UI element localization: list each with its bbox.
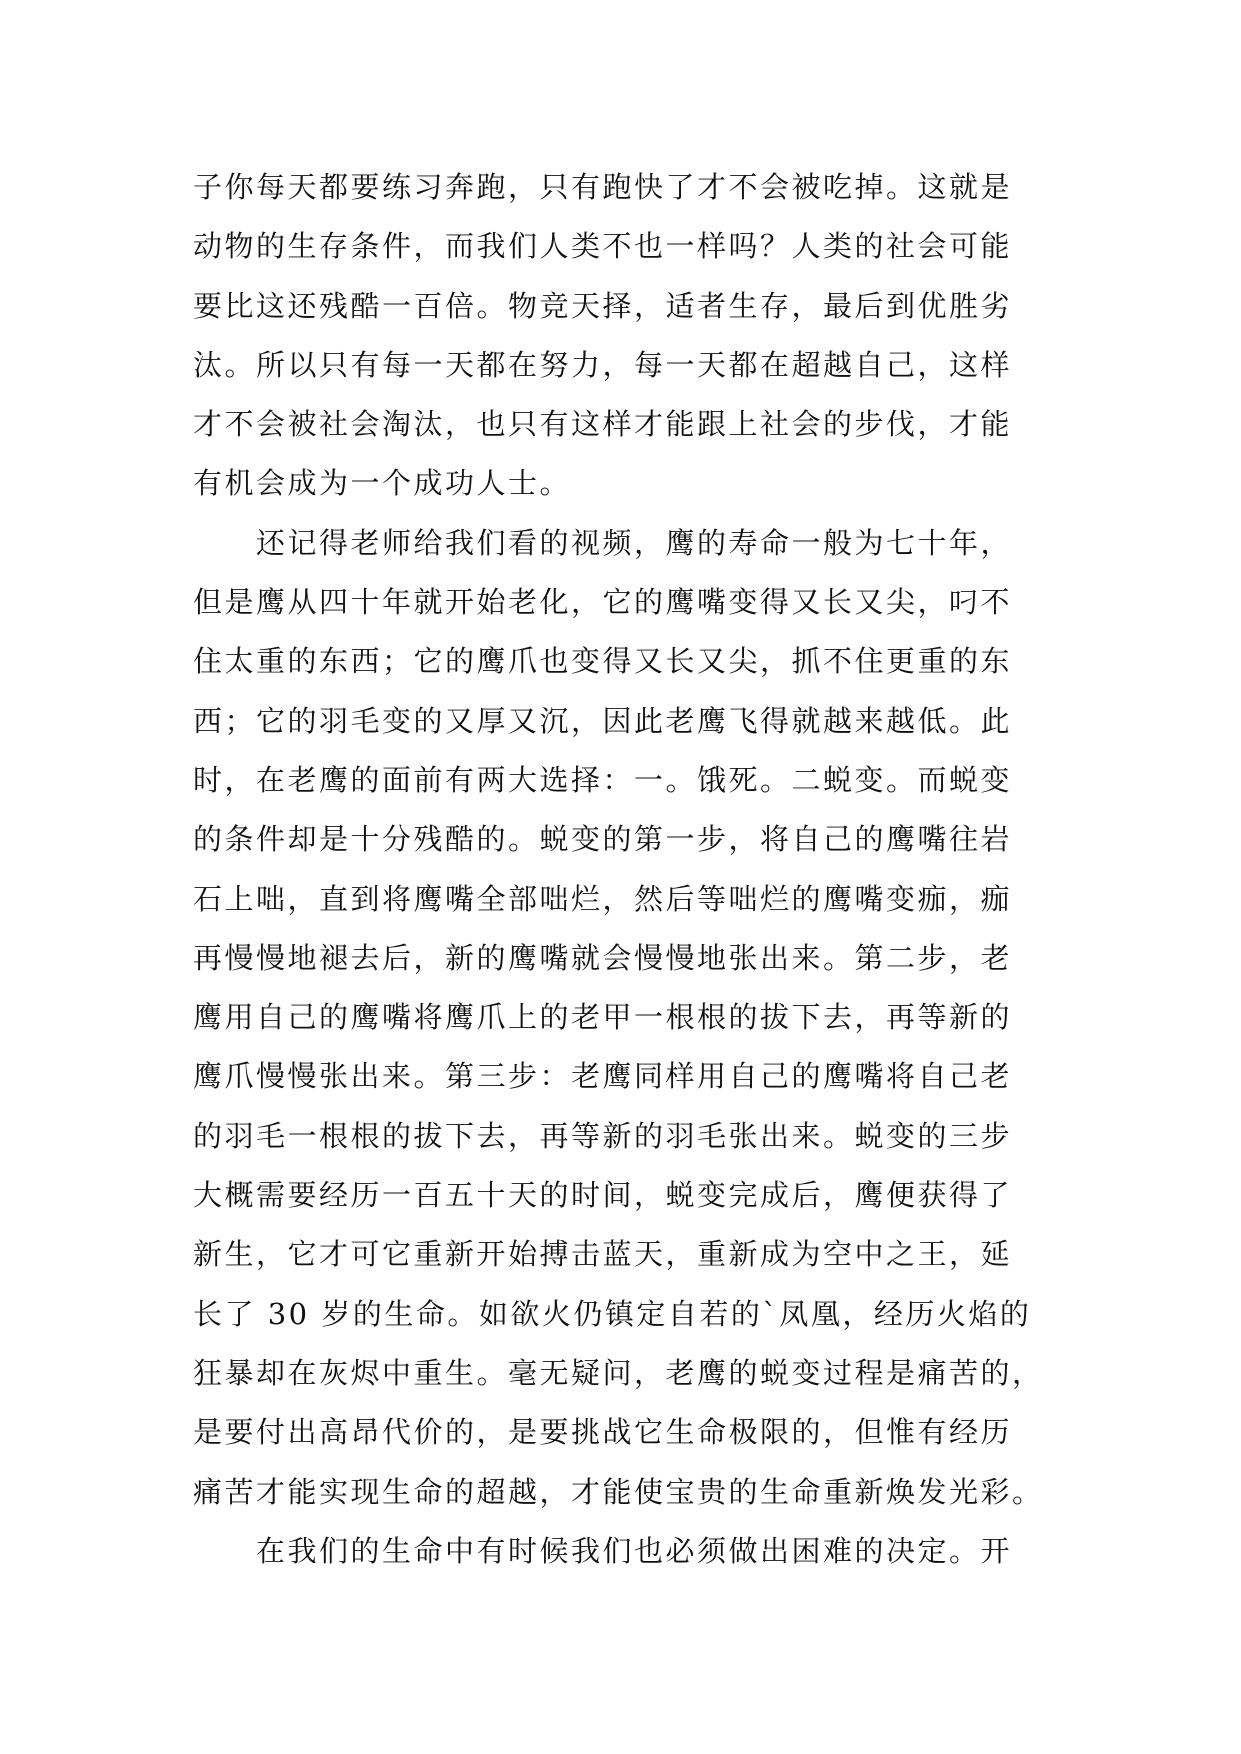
text-line: 才不会被社会淘汰，也只有这样才能跟上社会的步伐，才能 bbox=[193, 407, 1013, 442]
text-line: 西；它的羽毛变的又厚又沉，因此老鹰飞得就越来越低。此 bbox=[193, 703, 1013, 738]
text-line: 的条件却是十分残酷的。蜕变的第一步，将自己的鹰嘴往岩 bbox=[193, 822, 1013, 857]
text-line: 的羽毛一根根的拔下去，再等新的羽毛张出来。蜕变的三步 bbox=[193, 1118, 1013, 1153]
text-line: 石上咄，直到将鹰嘴全部咄烂，然后等咄烂的鹰嘴变痂，痂 bbox=[193, 881, 1013, 916]
text-line: 痛苦才能实现生命的超越，才能使宝贵的生命重新焕发光彩。 bbox=[193, 1474, 1044, 1509]
text-line: 但是鹰从四十年就开始老化，它的鹰嘴变得又长又尖，叼不 bbox=[193, 585, 1013, 620]
text-line: 时，在老鹰的面前有两大选择：一。饿死。二蜕变。而蜕变 bbox=[193, 762, 1013, 797]
text-line: 汰。所以只有每一天都在努力，每一天都在超越自己，这样 bbox=[193, 347, 1013, 382]
body-text bbox=[193, 158, 1053, 1581]
text-line: 住太重的东西；它的鹰爪也变得又长又尖，抓不住更重的东 bbox=[193, 644, 1013, 679]
text-line: 再慢慢地褪去后，新的鹰嘴就会慢慢地张出来。第二步，老 bbox=[193, 940, 1013, 975]
text-line: 大概需要经历一百五十天的时间，蜕变完成后，鹰便获得了 bbox=[193, 1178, 1013, 1213]
text-line: 狂暴却在灰烬中重生。毫无疑问，老鹰的蜕变过程是痛苦的， bbox=[193, 1355, 1044, 1390]
text-line: 还记得老师给我们看的视频，鹰的寿命一般为七十年， bbox=[193, 525, 1013, 560]
text-line: 是要付出高昂代价的，是要挑战它生命极限的，但惟有经历 bbox=[193, 1415, 1013, 1450]
text-line: 长了 30 岁的生命。如欲火仍镇定自若的`凤凰，经历火焰的 bbox=[193, 1296, 1032, 1331]
text-line: 新生，它才可它重新开始搏击蓝天，重新成为空中之王，延 bbox=[193, 1237, 1013, 1272]
text-line: 动物的生存条件，而我们人类不也一样吗？人类的社会可能 bbox=[193, 229, 1013, 264]
text-line: 要比这还残酷一百倍。物竞天择，适者生存，最后到优胜劣 bbox=[193, 288, 1013, 323]
text-line: 鹰爪慢慢张出来。第三步：老鹰同样用自己的鹰嘴将自己老 bbox=[193, 1059, 1013, 1094]
text-line: 有机会成为一个成功人士。 bbox=[193, 466, 572, 501]
text-line: 在我们的生命中有时候我们也必须做出困难的决定。开 bbox=[193, 1533, 1013, 1568]
text-line: 鹰用自己的鹰嘴将鹰爪上的老甲一根根的拔下去，再等新的 bbox=[193, 1000, 1013, 1035]
text-line: 子你每天都要练习奔跑，只有跑快了才不会被吃掉。这就是 bbox=[193, 170, 1013, 204]
